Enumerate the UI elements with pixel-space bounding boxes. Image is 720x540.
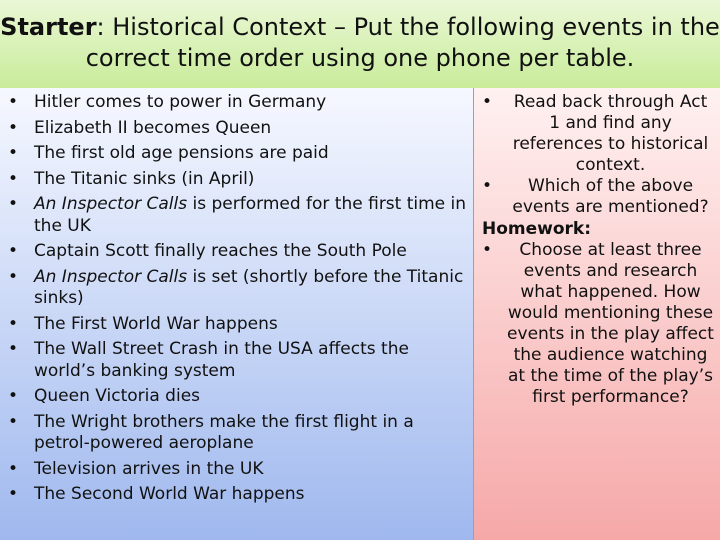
event-item — [0, 118, 470, 140]
event-item — [0, 143, 470, 165]
bullet-icon: • — [7, 339, 19, 359]
slide-title — [0, 12, 720, 43]
event-item — [0, 339, 470, 382]
event-item — [0, 92, 470, 114]
task-item-text: Read back through Act 1 and find any references to historical context. — [512, 92, 709, 175]
bullet-icon: • — [7, 143, 19, 163]
event-item — [0, 314, 470, 336]
bullet-icon: • — [7, 92, 19, 112]
events-list — [0, 92, 470, 510]
bullet-icon: • — [7, 458, 19, 479]
task-item — [474, 176, 720, 218]
bullet-icon: • — [481, 92, 493, 112]
homework-item-text: Choose at least three events and research what happened. How would mentioning these events in the play affect the audience watching at the time of the play’s first performance? — [507, 240, 714, 407]
bullet-icon: • — [7, 484, 19, 504]
event-text: The Wall Street Crash in the USA affects the world’s banking system — [34, 339, 409, 381]
title-line-2: correct time order using one phone per table. — [85, 44, 635, 72]
play-title: An Inspector Calls — [34, 194, 188, 214]
event-text: Captain Scott finally reaches the South Pole — [34, 241, 407, 261]
event-text: The First World War happens — [34, 313, 278, 334]
event-text: is set (shortly before the Titanic sinks) — [34, 266, 464, 308]
bullet-icon: • — [7, 411, 19, 432]
play-title: An Inspector Calls — [34, 266, 188, 287]
event-text: The Wright brothers make the first flight in a petrol-powered aeroplane — [34, 411, 414, 453]
title-rest: : Historical Context – Put the following events in the — [96, 13, 720, 41]
event-text: The Titanic sinks (in April) — [34, 168, 255, 189]
bullet-icon: • — [7, 117, 19, 138]
event-text: The Second World War happens — [34, 484, 305, 504]
event-item — [0, 412, 470, 455]
event-text: is performed for the first time in the UK — [34, 194, 467, 236]
event-item — [0, 169, 470, 191]
event-text: Elizabeth II becomes Queen — [34, 117, 272, 138]
bullet-icon: • — [7, 266, 19, 287]
bullet-icon: • — [7, 386, 19, 406]
event-item — [0, 267, 470, 310]
bullet-icon: • — [7, 241, 19, 261]
event-text: Television arrives in the UK — [34, 458, 264, 479]
bullet-icon: • — [7, 168, 19, 189]
bullet-icon: • — [481, 240, 493, 260]
event-item — [0, 484, 470, 506]
event-item — [0, 386, 470, 408]
event-item — [0, 194, 470, 237]
bullet-icon: • — [7, 313, 19, 334]
task-item-text: Which of the above events are mentioned? — [512, 176, 709, 217]
event-item — [0, 241, 470, 263]
homework-list — [474, 240, 720, 408]
title-bold: Starter — [0, 13, 97, 41]
homework-heading: Homework: — [482, 219, 592, 239]
slide-header — [0, 0, 720, 88]
events-panel — [0, 88, 474, 540]
event-item — [0, 459, 470, 481]
event-text: Queen Victoria dies — [34, 386, 201, 406]
event-text: The first old age pensions are paid — [34, 143, 329, 163]
homework-item — [474, 240, 720, 408]
tasks-block — [474, 92, 720, 408]
tasks-panel — [474, 88, 720, 540]
event-text: Hitler comes to power in Germany — [34, 92, 327, 112]
bullet-icon: • — [7, 194, 19, 214]
task-item — [474, 92, 720, 176]
bullet-icon: • — [481, 176, 493, 196]
task-list — [474, 92, 720, 218]
